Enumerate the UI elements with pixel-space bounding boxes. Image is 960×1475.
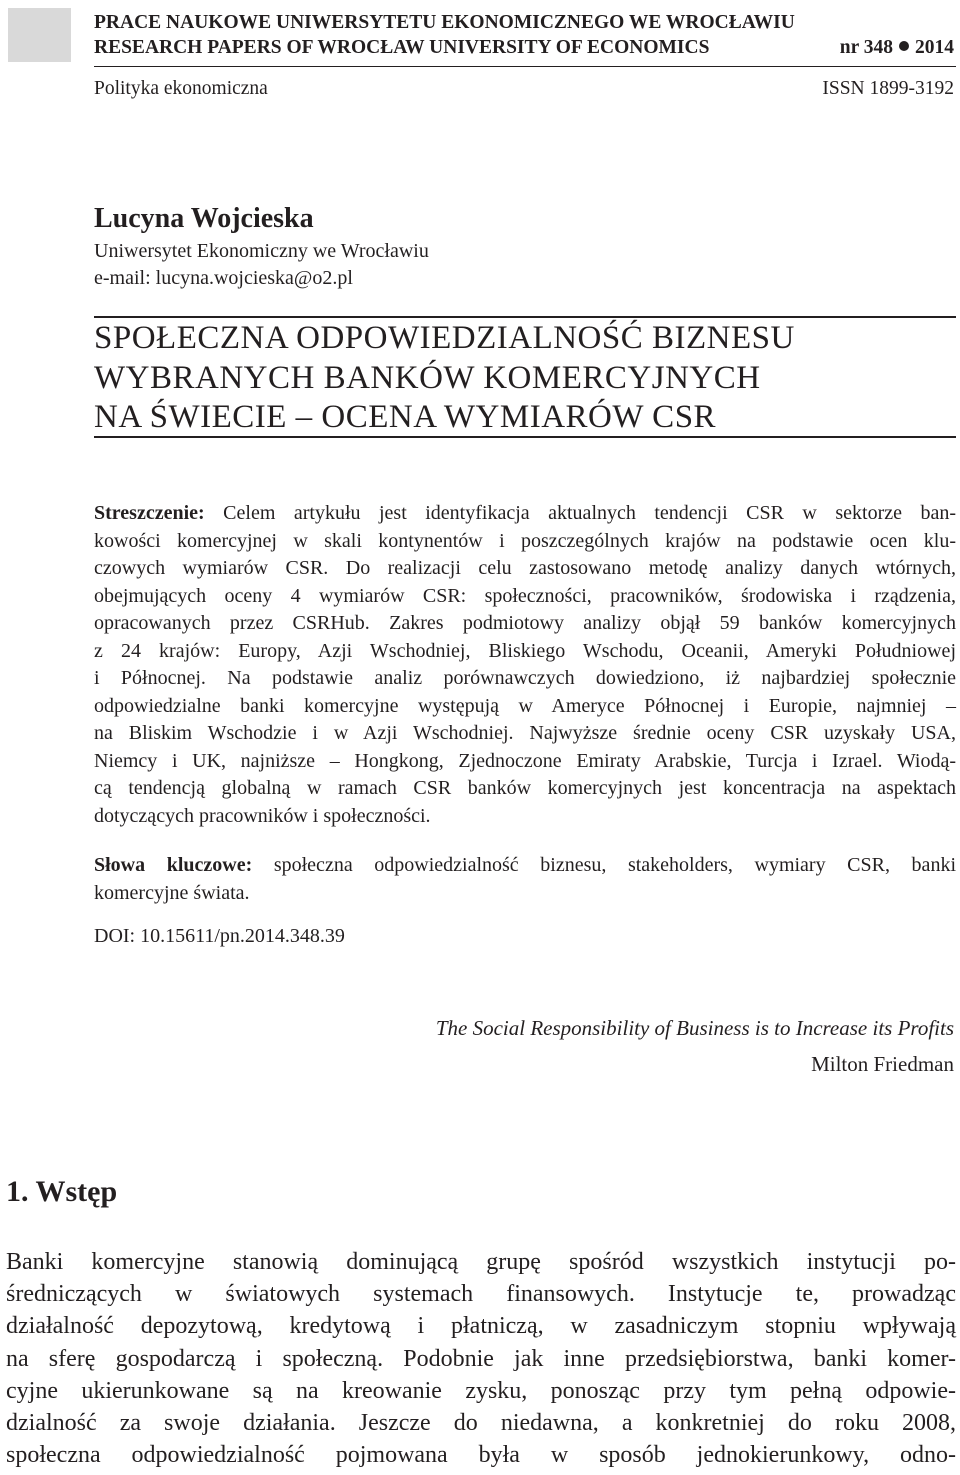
body-line: działalność depozytową, kredytową i płatniczą, w zasadniczym stopniu wpływają: [6, 1313, 956, 1340]
keywords-line: komercyjne świata.: [94, 882, 250, 904]
header-gray-box: [8, 8, 71, 62]
journal-title-en: RESEARCH PAPERS OF WROCŁAW UNIVERSITY OF ECONOMICS: [94, 37, 710, 58]
keywords: [94, 851, 956, 907]
motto-author: Milton Friedman: [811, 1052, 954, 1076]
body-line: średniczących w światowych systemach finansowych. Instytucje te, prowadząc: [6, 1281, 956, 1308]
abstract-line: czowych wymiarów CSR. Do realizacji celu zastosowano metodę analizy danych wtórnych,: [94, 557, 956, 579]
author-email: e-mail: lucyna.wojcieska@o2.pl: [94, 267, 353, 289]
abstract-line: na Bliskim Wschodzie i w Azji Wschodniej. Najwyższe średnie oceny CSR uzyskały USA,: [94, 722, 956, 744]
section-body: [6, 1246, 956, 1471]
abstract-line: opracowanych przez CSRHub. Zakres podmiotowy analizy objął 59 banków komercyjnych: [94, 612, 956, 634]
abstract-line: dotyczących pracowników i społeczności.: [94, 804, 431, 827]
abstract: [94, 500, 956, 830]
article-title-line-3: NA ŚWIECIE – OCENA WYMIARÓW CSR: [94, 399, 717, 435]
abstract-line: z 24 krajów: Europy, Azji Wschodniej, Bliskiego Wschodu, Oceanii, Ameryki Południowej: [94, 639, 956, 662]
body-line: społeczna odpowiedzialność pojmowana była w sposób jednokierunkowy, odno-: [6, 1442, 956, 1469]
series-name: Polityka ekonomiczna: [94, 78, 268, 99]
article-title-line-2: WYBRANYCH BANKÓW KOMERCYJNYCH: [94, 360, 761, 396]
abstract-line: obejmujących oceny 4 wymiarów CSR: społeczności, pracowników, środowiska i rządzenia,: [94, 584, 956, 607]
title-rule-bottom: [94, 436, 956, 438]
body-line: cyjne ukierunkowane są na kreowanie zysku, ponosząc przy tym pełną odpowie-: [6, 1377, 956, 1404]
doi: DOI: 10.15611/pn.2014.348.39: [94, 925, 345, 947]
title-rule-top: [94, 316, 956, 318]
article-title-line-1: SPOŁECZNA ODPOWIEDZIALNOŚĆ BIZNESU: [94, 320, 795, 356]
abstract-line: Streszczenie: Celem artykułu jest identyfikacja aktualnych tendencji CSR w sektorze ban-: [94, 502, 957, 524]
motto-quote: The Social Responsibility of Business is to Increase its Profits: [435, 1016, 954, 1040]
abstract-label: Streszczenie:: [94, 502, 205, 524]
abstract-line: kowości komercyjnej w skali kontynentów i poszczególnych krajów na podstawie ocen klu-: [94, 529, 956, 552]
keywords-label: Słowa kluczowe:: [94, 854, 253, 876]
issue-number: nr 348: [839, 37, 893, 58]
abstract-line: odpowiedzialne banki komercyjne występują w Ameryce Północnej i Europie, najmniej –: [94, 694, 956, 717]
body-line: Banki komercyjne stanowią dominującą grupę spośród wszystkich instytucji po-: [6, 1249, 956, 1275]
abstract-line: cą tendencją globalną w ramach CSR banków komercyjnych jest koncentracja na aspektach: [94, 777, 956, 799]
header-rule: [94, 66, 956, 67]
keywords-line: Słowa kluczowe: społeczna odpowiedzialność biznesu, stakeholders, wymiary CSR, banki: [94, 854, 956, 876]
issn: ISSN 1899-3192: [822, 78, 954, 99]
journal-title-pl: PRACE NAUKOWE UNIWERSYTETU EKONOMICZNEGO WE WROCŁAWIU: [94, 12, 795, 33]
abstract-line: Niemcy i UK, najniższe – Hongkong, Zjednoczone Emiraty Arabskie, Turcja i Izrael. Wiodą-: [94, 749, 956, 772]
body-line: dzialność za swoje działania. Jeszcze do niedawna, a konkretniej do roku 2008,: [6, 1410, 956, 1437]
bullet-icon: [899, 41, 909, 51]
body-line: na sferę gospodarczą i społeczną. Podobnie jak inne przedsiębiorstwa, banki komer-: [6, 1345, 956, 1372]
author-name: Lucyna Wojcieska: [94, 203, 314, 234]
abstract-line: i Północnej. Na podstawie analiz porównawczych dowiedziono, iż najbardziej społecznie: [94, 667, 956, 689]
issue-year: 2014: [915, 37, 954, 58]
issue-info: [840, 37, 954, 59]
author-affiliation: Uniwersytet Ekonomiczny we Wrocławiu: [94, 240, 429, 262]
section-heading: 1. Wstęp: [6, 1175, 118, 1208]
